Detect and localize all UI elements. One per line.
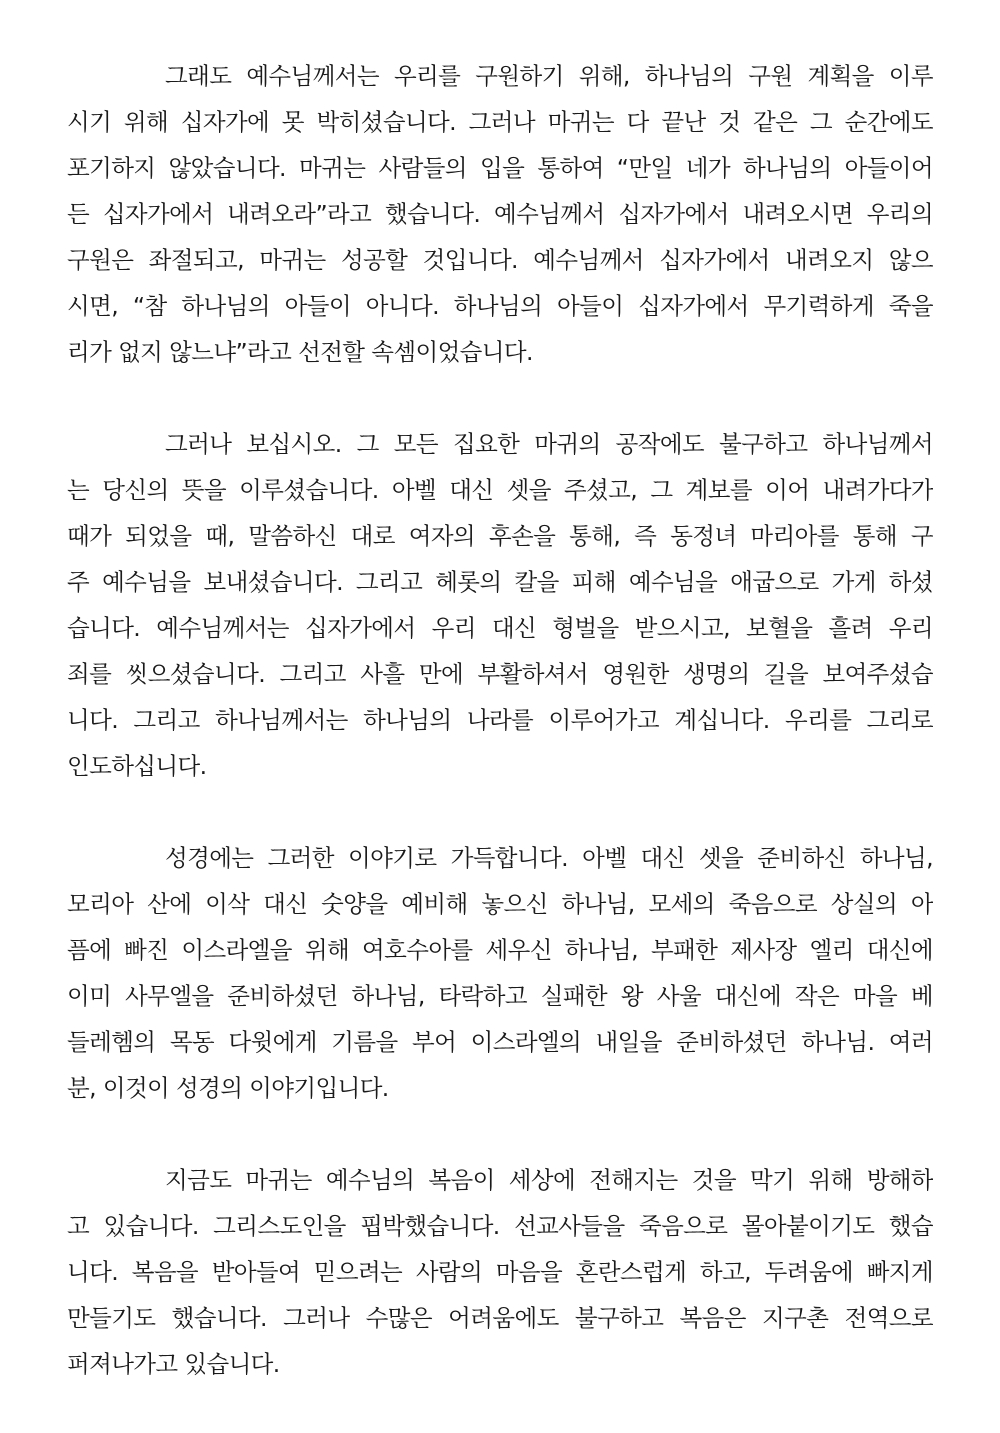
paragraph-1 <box>67 53 933 375</box>
text-line: 리가 없지 않느냐”라고 선전할 속셈이었습니다. <box>67 338 533 366</box>
text-line: 포기하지 않았습니다. 마귀는 사람들의 입을 통하여 “만일 네가 하나님의 아들이어 <box>67 154 933 182</box>
text-line: 구원은 좌절되고, 마귀는 성공할 것입니다. 예수님께서 십자가에서 내려오지 않으 <box>67 246 933 274</box>
text-line: 든 십자가에서 내려오라”라고 했습니다. 예수님께서 십자가에서 내려오시면 우리의 <box>67 200 933 228</box>
text-line: 들레헴의 목동 다윗에게 기름을 부어 이스라엘의 내일을 준비하셨던 하나님. 여러 <box>67 1028 933 1056</box>
text-line: 지금도 마귀는 예수님의 복음이 세상에 전해지는 것을 막기 위해 방해하 <box>165 1166 933 1194</box>
document-page <box>67 53 933 1433</box>
paragraph-4 <box>67 1157 933 1387</box>
paragraph-3 <box>67 835 933 1111</box>
text-line: 죄를 씻으셨습니다. 그리고 사흘 만에 부활하셔서 영원한 생명의 길을 보여주셨습 <box>67 660 933 688</box>
text-line: 시기 위해 십자가에 못 박히셨습니다. 그러나 마귀는 다 끝난 것 같은 그 순간에도 <box>67 108 933 136</box>
paragraph-2 <box>67 421 933 789</box>
text-line: 그래도 예수님께서는 우리를 구원하기 위해, 하나님의 구원 계획을 이루 <box>165 62 933 90</box>
text-line: 습니다. 예수님께서는 십자가에서 우리 대신 형벌을 받으시고, 보혈을 흘려 우리 <box>67 614 933 642</box>
text-line: 이미 사무엘을 준비하셨던 하나님, 타락하고 실패한 왕 사울 대신에 작은 마을 베 <box>67 982 933 1010</box>
text-line: 고 있습니다. 그리스도인을 핍박했습니다. 선교사들을 죽음으로 몰아붙이기도 했습 <box>67 1212 933 1240</box>
text-line: 는 당신의 뜻을 이루셨습니다. 아벨 대신 셋을 주셨고, 그 계보를 이어 내려가다가 <box>67 476 933 504</box>
text-line: 주 예수님을 보내셨습니다. 그리고 헤롯의 칼을 피해 예수님을 애굽으로 가게 하셨 <box>67 568 933 596</box>
text-line: 만들기도 했습니다. 그러나 수많은 어려움에도 불구하고 복음은 지구촌 전역으로 <box>67 1304 933 1332</box>
text-line: 모리아 산에 이삭 대신 숫양을 예비해 놓으신 하나님, 모세의 죽음으로 상실의 아 <box>67 890 933 918</box>
text-line: 성경에는 그러한 이야기로 가득합니다. 아벨 대신 셋을 준비하신 하나님, <box>165 844 933 872</box>
text-line: 분, 이것이 성경의 이야기입니다. <box>67 1074 389 1102</box>
text-line: 그러나 보십시오. 그 모든 집요한 마귀의 공작에도 불구하고 하나님께서 <box>165 430 933 458</box>
text-line: 시면, “참 하나님의 아들이 아니다. 하나님의 아들이 십자가에서 무기력하게 죽을 <box>67 292 933 320</box>
text-line: 니다. 복음을 받아들여 믿으려는 사람의 마음을 혼란스럽게 하고, 두려움에 빠지게 <box>67 1258 933 1286</box>
text-line: 니다. 그리고 하나님께서는 하나님의 나라를 이루어가고 계십니다. 우리를 그리로 <box>67 706 933 734</box>
text-line: 픔에 빠진 이스라엘을 위해 여호수아를 세우신 하나님, 부패한 제사장 엘리 대신에 <box>67 936 933 964</box>
text-line: 인도하십니다. <box>67 752 207 780</box>
text-line: 때가 되었을 때, 말씀하신 대로 여자의 후손을 통해, 즉 동정녀 마리아를 통해 구 <box>67 522 933 550</box>
text-line: 퍼져나가고 있습니다. <box>67 1350 280 1378</box>
